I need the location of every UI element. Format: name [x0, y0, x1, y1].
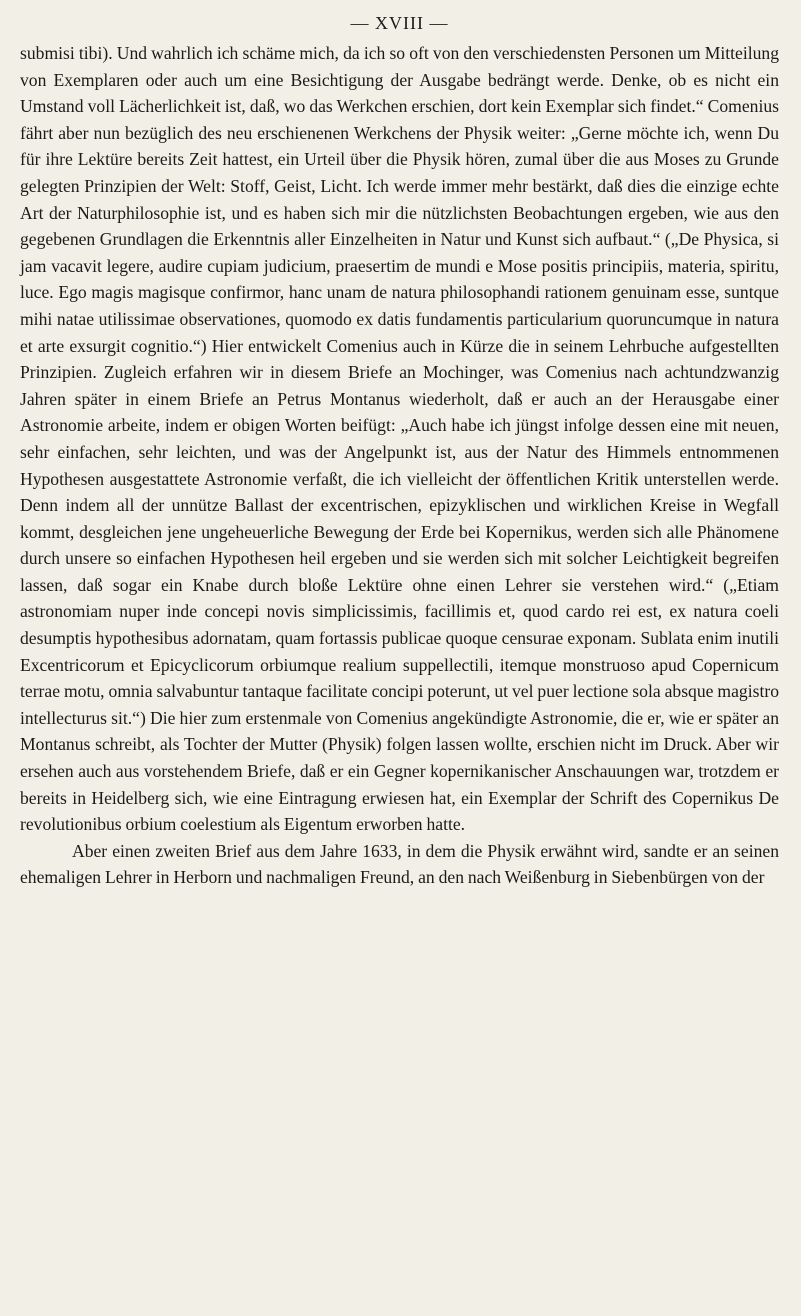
body-text: [20, 40, 779, 891]
page-number: — XVIII —: [350, 13, 449, 33]
paragraph: Aber einen zweiten Brief aus dem Jahre 1633, in dem die Physik erwähnt wird, sandte er an seinen ehemaligen Lehrer in Herborn und nachmaligen Freund, an den nach Weißenburg in Siebenbürgen von der: [20, 840, 779, 888]
paragraph: submisi tibi). Und wahrlich ich schäme mich, da ich so oft von den verschiedensten Personen um Mitteilung von Exemplaren oder auch um eine Besichtigung der Ausgabe bedrängt werde. Denke, ob es nicht ein Umstand voll Lächerlichkeit ist, daß, wo das Werkchen erschien, dort kein Exemplar sich findet.“ Comenius fährt aber nun bezüglich des neu erschienenen Werkchens der Physik weiter: „Gerne möchte ich, wenn Du für ihre Lektüre bereits Zeit hattest, ein Urteil über die Physik hören, zumal über die aus Moses zu Grunde gelegten Prinzipien der Welt: Stoff, Geist, Licht. Ich werde immer mehr bestärkt, daß dies die einzige echte Art der Naturphilosophie ist, und es haben sich mir die nützlichsten Beobachtungen ergeben, wie aus den gegebenen Grundlagen die Erkenntnis aller Einzelheiten in Natur und Kunst sich aufbaut.“ („De Physica, si jam vacavit legere, audire cupiam judicium, praesertim de mundi e Mose positis principiis, materia, spiritu, luce. Ego magis magisque confirmor, hanc unam de natura philosophandi rationem genuinam esse, suntque mihi natae utilissimae observationes, quomodo ex datis fundamentis particularium quoruncumque in natura et arte exsurgit cognitio.“) Hier entwickelt Comenius auch in Kürze die in seinem Lehrbuche aufgestellten Prinzipien. Zugleich erfahren wir in diesem Briefe an Mochinger, was Comenius nach achtundzwanzig Jahren später in einem Briefe an Petrus Montanus wiederholt, daß er auch an der Herausgabe einer Astronomie arbeite, indem er obigen Worten beifügt: „Auch habe ich jüngst infolge dessen eine mit neuen, sehr einfachen, sehr leichten, und was der Angelpunkt ist, aus der Natur des Himmels entnommenen Hypothesen ausgestattete Astronomie verfaßt, die ich vielleicht der öffentlichen Kritik unterstellen werde. Denn indem all der unnütze Ballast der excentrischen, epizyklischen und wirklichen Kreise in Wegfall kommt, desgleichen jene ungeheuerliche Bewegung der Erde bei Kopernikus, werden sich alle Phänomene durch unsere so einfachen Hypothesen heil ergeben und sie werden sich mit solcher Leichtigkeit begreifen lassen, daß sogar ein Knabe durch bloße Lektüre ohne einen Lehrer sie verstehen wird.“ („Etiam astronomiam nuper inde concepi novis simplicissimis, facillimis et, quod cardo rei est, ex natura coeli desumptis hypothesibus adornatam, quam fortassis publicae quoque censurae exponam. Sublata enim inutili Excentricorum et Epicyclicorum orbiumque realium suppellectili, itemque monstruoso apud Copernicum terrae motu, omnia salvabuntur tantaque facilitate concipi poterunt, ut vel puer lectione sola absque magistro intellecturus sit.“) Die hier zum erstenmale von Comenius angekündigte Astronomie, die er, wie er später an Montanus schreibt, als Tochter der Mutter (Physik) folgen lassen wollte, erschien nicht im Druck. Aber wir ersehen auch aus vorstehendem Briefe, daß er ein Gegner kopernikanischer Anschauungen war, trotzdem er bereits in Heidelberg sich, wie eine Eintragung erwiesen hat, ein Exemplar der Schrift des Copernikus De revolutionibus orbium coelestium als Eigentum erworben hatte.: [20, 43, 779, 835]
